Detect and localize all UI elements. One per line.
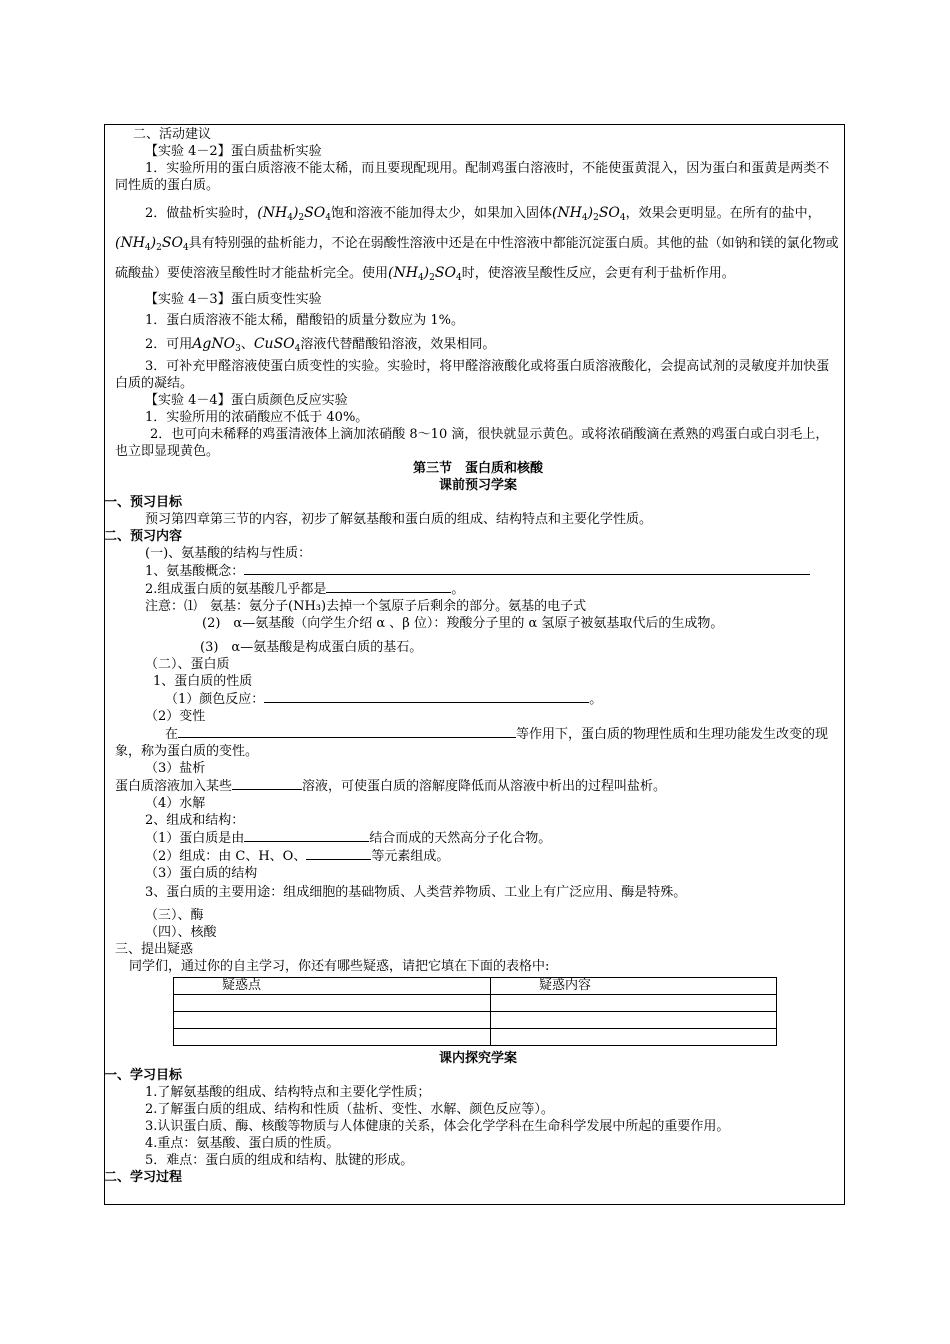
exp42-paragraph-1: 1．实验所用的蛋白质溶液不能太稀，而且要现配现用。配制鸡蛋白溶液时，不能使蛋黄混入，因为蛋白和蛋黄是两类不同性质的蛋白质。	[115, 161, 830, 193]
learning-goal-1: 1.了解氨基酸的组成、结构特点和主要化学性质；	[145, 1085, 431, 1100]
text-run: 时，使溶液呈酸性反应，会更有利于盐析作用。	[461, 266, 735, 281]
text-run: 2．做盐析实验时，	[145, 206, 258, 221]
text-run: 饱和溶液不能加得太少，如果加入固体	[330, 206, 552, 221]
learning-goal-4: 4.重点：氨基酸、蛋白质的性质。	[145, 1136, 340, 1151]
note-alpha-amino-acid: (2) α—氨基酸（向学生介绍 α 、β 位）：羧酸分子里的 α 氢原子被氨基取代后的生成物。	[202, 616, 724, 631]
denature-title: （2）变性	[145, 709, 206, 724]
heading-preview-goals: 一、预习目标	[104, 495, 183, 510]
table-row	[174, 1012, 777, 1029]
note-amino-group: 注意：⑴ 氨基：氨分子(NH₃)去掉一个氢原子后剩余的部分。氨基的电子式	[145, 599, 587, 614]
part-enzyme: （三）、酶	[145, 908, 204, 923]
heading-learning-goals: 一、学习目标	[104, 1068, 183, 1083]
learning-goal-3: 3.认识蛋白质、酶、核酸等物质与人体健康的关系，体会化学学科在生命科学发展中所起的重要作用。	[145, 1119, 730, 1134]
table-header-doubt-point: 疑惑点	[174, 978, 491, 995]
document-body	[104, 126, 841, 1186]
answer-blank[interactable]	[264, 690, 589, 703]
table-row	[174, 978, 777, 995]
amino-protein-line: 2.组成蛋白质的氨基酸几乎都是 。	[145, 582, 465, 597]
doubt-intro: 同学们，通过你的自主学习，你还有哪些疑惑，请把它填在下面的表格中:	[129, 959, 550, 974]
part-amino-acids: (一)、氨基酸的结构与性质：	[145, 546, 312, 561]
exp44-paragraph-2: 2．也可向未稀释的鸡蛋清液体上滴加浓硝酸 8～10 滴，很快就显示黄色。或将浓硝酸滴在煮熟的鸡蛋白或白羽毛上，也立即显现黄色。	[115, 427, 829, 459]
exp42-title: 【实验 4－2】蛋白质盐析实验	[145, 144, 322, 159]
class-inquiry-title: 课内探究学案	[438, 1051, 517, 1066]
learning-goal-5: 5．难点：蛋白质的组成和结构、肽键的形成。	[145, 1153, 414, 1168]
activity-heading: 二、活动建议	[133, 127, 212, 142]
exp43-paragraph-3: 3．可补充甲醛溶液使蛋白质变性的实验。实验时，将甲醛溶液酸化或将蛋白质溶液酸化，会提高试剂的灵敏度并加快蛋白质的凝结。	[115, 359, 830, 391]
copper-sulfate-formula: CuSO$_4$	[253, 336, 301, 354]
answer-blank[interactable]	[326, 580, 451, 593]
doubt-table	[173, 977, 777, 1046]
preview-goal-text: 预习第四章第三节的内容，初步了解氨基酸和蛋白质的组成、结构特点和主要化学性质。	[145, 512, 653, 527]
table-cell[interactable]	[174, 1029, 491, 1046]
heading-doubts: 三、提出疑惑	[115, 942, 194, 957]
salting-definition: 蛋白质溶液加入某些 溶液，可使蛋白质的溶解度降低而从溶液中析出的过程叫盐析。	[115, 779, 667, 794]
part-protein: （二）、蛋白质	[145, 657, 230, 672]
table-cell[interactable]	[491, 1012, 777, 1029]
answer-blank[interactable]	[244, 829, 369, 842]
note-building-block: (3) α—氨基酸是构成蛋白质的基石。	[200, 640, 423, 655]
part-nucleic-acid: （四）、核酸	[145, 925, 217, 940]
exp44-paragraph-1: 1．实验所用的浓硝酸应不低于 40%。	[145, 410, 369, 425]
table-cell[interactable]	[174, 995, 491, 1012]
learning-goal-2: 2.了解蛋白质的组成、结构和性质（盐析、变性、水解、颜色反应等）。	[145, 1102, 554, 1117]
hydrolysis-title: （4）水解	[145, 796, 206, 811]
answer-blank[interactable]	[306, 847, 371, 860]
heading-preview-content: 二、预习内容	[104, 529, 183, 544]
color-reaction-line: （1）颜色反应： 。	[165, 692, 603, 707]
text-run: ，效果会更明显。在所有的盐中，	[625, 206, 821, 221]
table-header-doubt-content: 疑惑内容	[491, 978, 777, 995]
table-row	[174, 995, 777, 1012]
table-row	[174, 1029, 777, 1046]
exp44-title: 【实验 4－4】蛋白质颜色反应实验	[145, 393, 348, 408]
table-cell[interactable]	[491, 1029, 777, 1046]
amino-concept-line: 1、氨基酸概念：	[115, 562, 841, 580]
exp42-paragraph-2	[115, 201, 841, 291]
table-cell[interactable]	[174, 1012, 491, 1029]
heading-learning-process: 二、学习过程	[104, 1170, 183, 1185]
ammonium-sulfate-formula: $(NH_4)_2SO_4$	[115, 235, 189, 253]
composition-title: 2、组成和结构：	[145, 813, 245, 828]
section-title: 第三节 蛋白质和核酸	[412, 461, 543, 476]
answer-blank[interactable]	[244, 562, 810, 575]
composition-line-2: （2）组成：由 C、H、O、 等元素组成。	[145, 849, 450, 864]
text-run: 具有特别强的盐析能力，不论在弱酸性溶液中还是在中性溶液中都能沉淀蛋白质。其他的盐（如钠和镁的氯化物或硫酸盐）要使溶液呈酸性时才能盐析完全。使用	[115, 236, 839, 281]
answer-blank[interactable]	[178, 725, 516, 738]
ammonium-sulfate-formula: $(NH_4)_2SO_4$	[551, 205, 626, 223]
composition-line-1: （1）蛋白质是由 结合而成的天然高分子化合物。	[145, 831, 552, 846]
structure-title: （3）蛋白质的结构	[145, 866, 258, 881]
preview-title: 课前预习学案	[438, 478, 517, 493]
protein-properties-title: 1、蛋白质的性质	[153, 674, 253, 689]
ammonium-sulfate-formula: $(NH_4)_2SO_4$	[257, 205, 331, 223]
exp43-paragraph-2: 2．可用AgNO$_3$、CuSO$_4$溶液代替醋酸铅溶液，效果相同。	[145, 336, 496, 354]
exp43-title: 【实验 4－3】蛋白质变性实验	[145, 292, 322, 307]
protein-uses: 3、蛋白质的主要用途：组成细胞的基础物质、人类营养物质、工业上有广泛应用、酶是特殊。	[145, 885, 687, 900]
table-cell[interactable]	[491, 995, 777, 1012]
salting-title: （3）盐析	[145, 761, 206, 776]
answer-blank[interactable]	[232, 777, 302, 790]
silver-nitrate-formula: AgNO$_3$	[192, 336, 241, 354]
denature-definition: 在 等作用下，蛋白质的物理性质和生理功能发生改变的现象，称为蛋白质的变性。	[115, 727, 829, 759]
ammonium-sulfate-formula: $(NH_4)_2SO_4$	[388, 265, 462, 283]
exp43-paragraph-1: 1．蛋白质溶液不能太稀，醋酸铅的质量分数应为 1%。	[145, 313, 465, 328]
